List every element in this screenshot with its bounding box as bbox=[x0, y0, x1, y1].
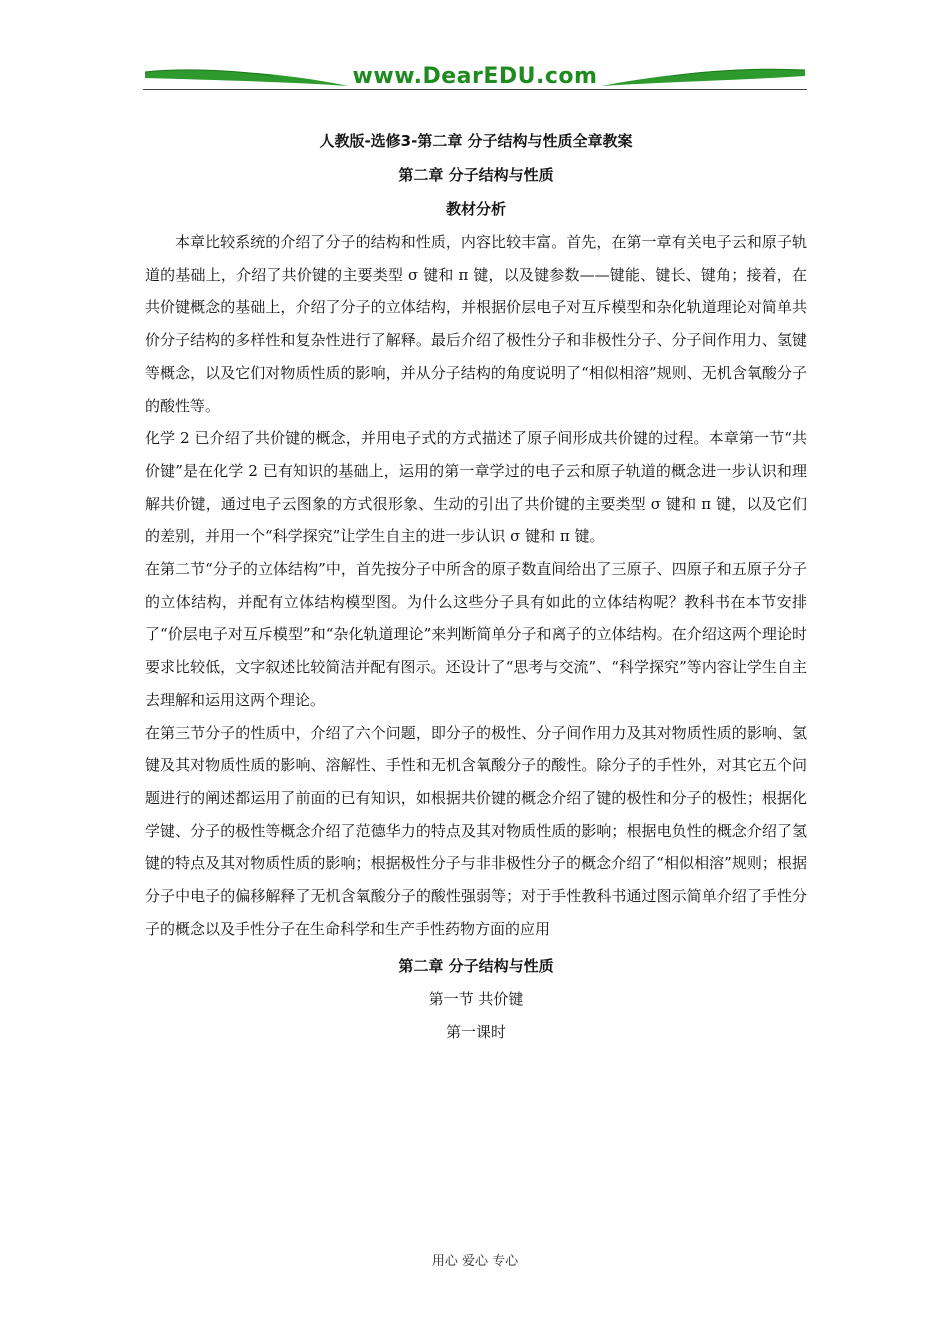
header-rule bbox=[143, 89, 807, 90]
paragraph: 化学 2 已介绍了共价键的概念，并用电子式的方式描述了原子间形成共价键的过程。本章第一节“共价键”是在化学 2 已有知识的基础上，运用的第一章学过的电子云和原子轨道的概念进一步认识和理解共价键，通过电子云图象的方式很形象、生动的引出了共价键的主要类型 σ 键和 π 键，以及它们的差别，并用一个“科学探究”让学生自主的进一步认识 σ 键和 π 键。 bbox=[145, 429, 807, 546]
chapter-title-repeat: 第二章 分子结构与性质 bbox=[398, 957, 554, 976]
section-title: 第一节 共价键 bbox=[428, 990, 524, 1009]
document-title: 人教版-选修3-第二章 分子结构与性质全章教案 bbox=[319, 132, 633, 150]
paragraph: 本章比较系统的介绍了分子的结构和性质，内容比较丰富。首先，在第一章有关电子云和原子轨道的基础上，介绍了共价键的主要类型 σ 键和 π 键，以及键参数——键能、键长、键角；接着，在共价键概念的基础上，介绍了分子的立体结构，并根据价层电子对互斥模型和杂化轨道理论对简单共价分子结构的多样性和复杂性进行了解释。最后介绍了极性分子和非极性分子、分子间作用力、氢键等概念，以及它们对物质性质的影响，并从分子结构的角度说明了“相似相溶”规则、无机含氧酸分子的酸性等。 bbox=[145, 233, 807, 415]
site-brand[interactable]: www.DearEDU.com bbox=[352, 64, 598, 89]
page-footer: 用心 爱心 专心 bbox=[431, 1254, 519, 1269]
lesson-title: 第一课时 bbox=[445, 1023, 506, 1042]
chapter-title: 第二章 分子结构与性质 bbox=[398, 166, 554, 184]
document-body bbox=[145, 124, 807, 1049]
paragraph: 在第三节分子的性质中，介绍了六个问题，即分子的极性、分子间作用力及其对物质性质的影响、氢键及其对物质性质的影响、溶解性、手性和无机含氧酸分子的酸性。除分子的手性外，对其它五个问题进行的阐述都运用了前面的已有知识，如根据共价键的概念介绍了键的极性和分子的极性；根据化学键、分子的极性等概念介绍了范德华力的特点及其对物质性质的影响；根据电负性的概念介绍了氢键的特点及其对物质性质的影响；根据极性分子与非非极性分子的概念介绍了“相似相溶”规则；根据分子中电子的偏移解释了无机含氧酸分子的酸性强弱等；对于手性教科书通过图示简单介绍了手性分子的概念以及手性分子在生命科学和生产手性药物方面的应用 bbox=[145, 723, 807, 938]
section-heading: 教材分析 bbox=[445, 200, 506, 218]
paragraph: 在第二节“分子的立体结构”中，首先按分子中所含的原子数直间给出了三原子、四原子和五原子分子的立体结构，并配有立体结构模型图。为什么这些分子具有如此的立体结构呢？教科书在本节安排了“价层电子对互斥模型”和“杂化轨道理论”来判断简单分子和离子的立体结构。在介绍这两个理论时要求比较低，文字叙述比较简洁并配有图示。还设计了“思考与交流”、“科学探究”等内容让学生自主去理解和运用这两个理论。 bbox=[145, 560, 807, 709]
